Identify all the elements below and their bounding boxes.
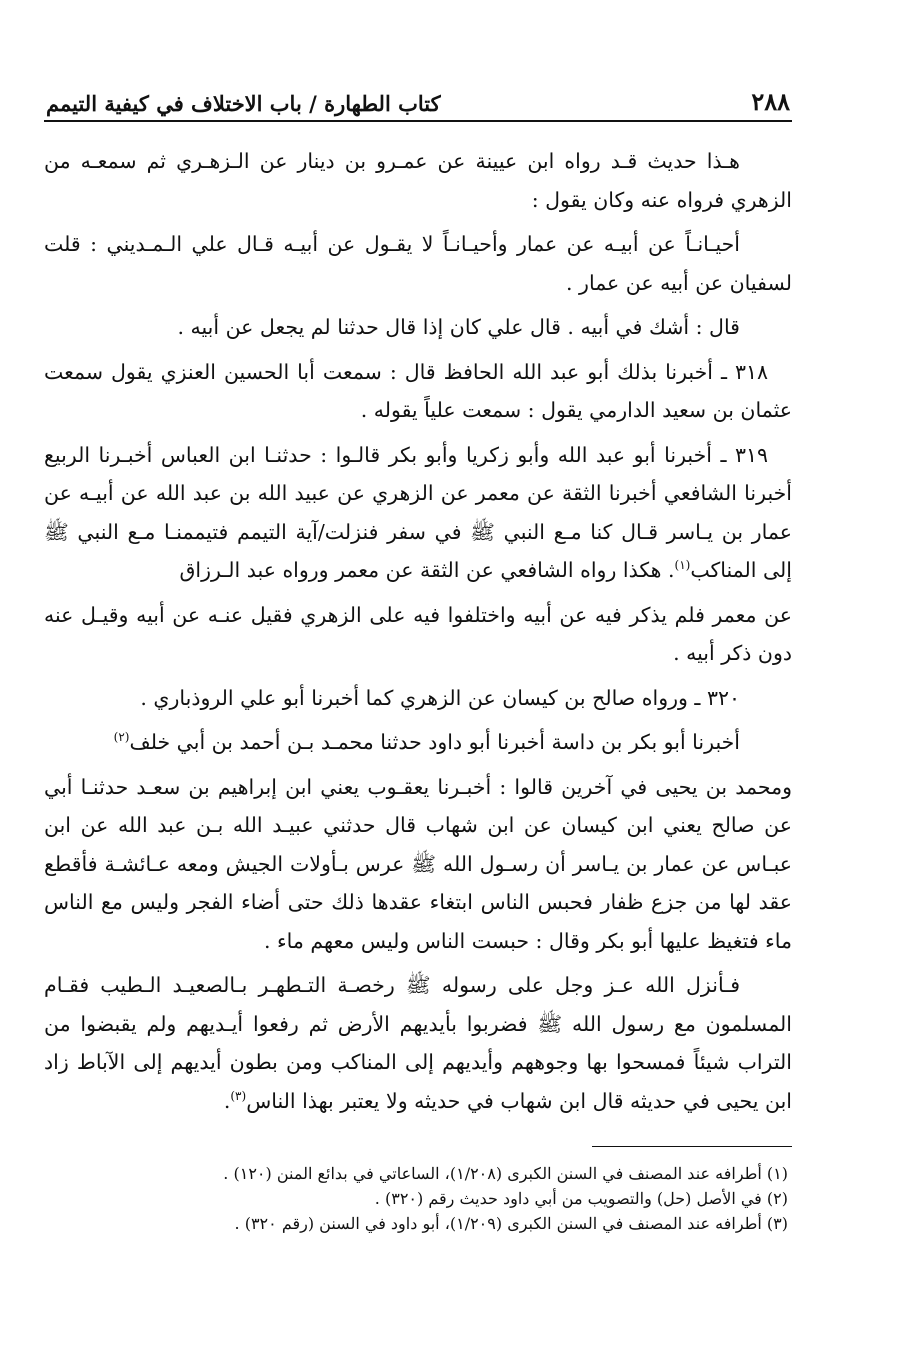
paragraph: عن معمر فلم يذكر فيه عن أبيه واختلفوا فيه على الزهري فقيل عنـه عن أبيه وقيـل عنه دون ذكر أبيه . xyxy=(44,602,792,665)
page xyxy=(44,72,792,1236)
footnote-marker: (١) xyxy=(674,558,691,573)
hadith-319-tail: . هكذا رواه الشافعي عن الثقة عن معمر ورواه عبد الـرزاق xyxy=(179,558,675,582)
paragraph: أحيـانـاً عن أبيـه عن عمار وأحيـانـاً لا يقـول عن أبيـه قـال علي الـمـديني : قلت لسفيان عن أبيه عن عمار . xyxy=(44,232,792,295)
main-text xyxy=(44,142,792,1120)
paragraph xyxy=(44,723,792,762)
footnote-3: (٣) أطرافه عند المصنف في السنن الكبرى (١/٢٠٩)، أبو داود في السنن (رقم ٣٢٠) . xyxy=(234,1214,788,1233)
paragraph: ومحمد بن يحيى في آخرين قالوا : أخبـرنا يعقـوب يعني ابن إبراهيم بن سعـد حدثنـا أبي عن صالح يعني ابن كيسان عن ابن شهاب قال حدثني عبيـد الله بـن عبد الله عن ابن عبـاس عن عمار بن يـاسر أن رسـول الله ﷺ عرس بـأولات الجيش ومعه عـائشـة فأقطع عقد لها من جزع ظفار فحبس الناس ابتغاء عقدها ذلك حتى أضاء الفجر وليس مع الناس ماء فتغيظ عليها أبو بكر وقال : حبست الناس وليس معهم ماء . xyxy=(44,774,792,953)
paragraph xyxy=(44,966,792,1120)
paragraph: قال : أشك في أبيه . قال علي كان إذا قال حدثنا لم يجعل عن أبيه . xyxy=(177,315,740,339)
paragraph: هـذا حديث قـد رواه ابن عيينة عن عمـرو بن دينار عن الـزهـري ثم سمعـه من الزهري فرواه عنه وكان يقول : xyxy=(44,149,792,212)
hadith-318: ٣١٨ ـ أخبرنا بذلك أبو عبد الله الحافظ قال : سمعت أبا الحسين العنزي يقول سمعت عثمان بن سعيد الدارمي يقول : سمعت علياً يقوله . xyxy=(44,359,792,422)
paragraph-text: فـأنزل الله عـز وجل على رسوله ﷺ رخصـة التـطهـر بـالصعيـد الـطيب فقـام المسلمون مع رسول الله ﷺ فضربوا بأيديهم الأرض ثم رفعوا أيـديهم ولم يقبضوا من التراب شيئاً فمسحوا بها وجوههم وأيديهم إلى المناكب ومن بطون أيديهم إلى الآباط زاد ابن يحيى في حديثه قال ابن شهاب في حديثه ولا يعتبر بهذا الناس xyxy=(44,973,792,1113)
footnote-2: (٢) في الأصل (حل) والتصويب من أبي داود حديث رقم (٣٢٠) . xyxy=(374,1189,788,1208)
footnote-1: (١) أطرافه عند المصنف في السنن الكبرى (١/٢٠٨)، الساعاتي في بدائع المنن (١٢٠) . xyxy=(223,1164,788,1183)
page-number: ٢٨٨ xyxy=(751,87,790,116)
footnote-marker: (٢) xyxy=(113,730,130,745)
footnote-divider xyxy=(592,1146,792,1147)
footnote-marker: (٣) xyxy=(230,1088,247,1103)
hadith-319-text: ٣١٩ ـ أخبرنا أبو عبد الله وأبو زكريا وأبو بكر قالـوا : حدثنـا ابن العباس أخبـرنا الربيع أخبرنا الشافعي أخبرنا الثقة عن معمر عن الزهري عن عبيد الله بن عبد الله عن أبيـه عن عمار بن يـاسر قـال كنا مـع النبي ﷺ في سفر فنزلت/آية التيمم فتيممنـا مـع النبي ﷺ إلى المناكب xyxy=(44,442,792,582)
page-header xyxy=(44,72,792,122)
footnotes xyxy=(44,1161,792,1236)
isnad-text: أخبرنا أبو بكر بن داسة أخبرنا أبو داود حدثنا محمـد بـن أحمد بن أبي خلف xyxy=(129,730,740,754)
running-title: كتاب الطهارة / باب الاختلاف في كيفية التيمم xyxy=(46,91,441,116)
paragraph-end: . xyxy=(223,1088,231,1113)
hadith-320: ٣٢٠ ـ ورواه صالح بن كيسان عن الزهري كما أخبرنا أبو علي الروذباري . xyxy=(140,685,740,710)
hadith-319 xyxy=(44,436,792,590)
